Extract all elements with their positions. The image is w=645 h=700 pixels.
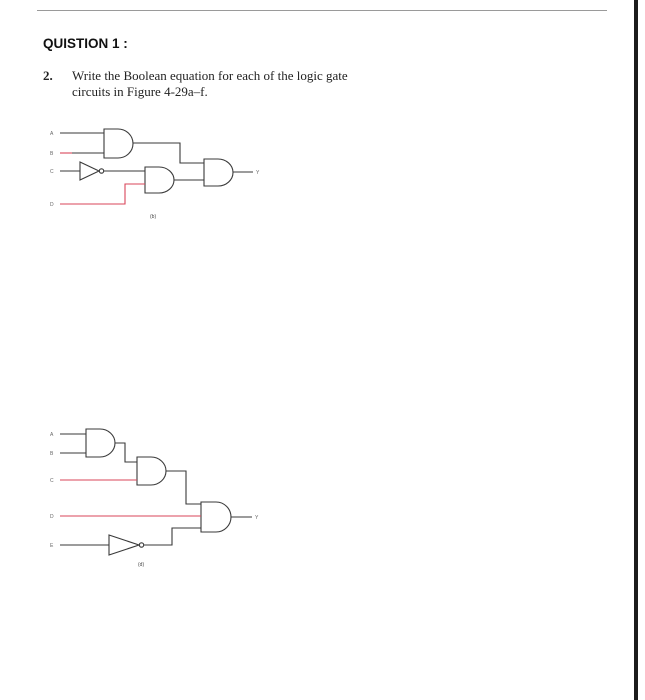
input-label-d: D <box>50 202 54 208</box>
not-gate <box>80 162 99 180</box>
output-label-y: Y <box>256 170 260 176</box>
input-label-c: C <box>50 478 54 484</box>
circuit-diagram-d <box>0 420 300 580</box>
wire-not-out <box>144 528 201 545</box>
wire-d <box>60 184 145 204</box>
input-label-b: B <box>50 151 54 157</box>
and-gate-2 <box>137 457 166 485</box>
input-label-a: A <box>50 131 54 137</box>
top-divider <box>37 10 607 11</box>
input-label-a: A <box>50 432 54 438</box>
input-label-c: C <box>50 169 54 175</box>
wire-gate1-out <box>133 143 204 163</box>
wire-gate2-out <box>166 471 201 504</box>
and-gate-final <box>204 159 233 186</box>
question-number: 2. <box>43 68 53 83</box>
wire-gate1-out <box>115 443 137 462</box>
circuit-diagram-b <box>0 120 300 230</box>
input-label-e: E <box>50 543 54 549</box>
and-gate-2 <box>145 167 174 193</box>
not-gate <box>109 535 139 555</box>
figure-caption-b: (b) <box>150 214 157 220</box>
output-label-y: Y <box>255 515 259 521</box>
question-heading: QUISTION 1 : <box>43 36 128 51</box>
question-line-2: circuits in Figure 4-29a–f. <box>72 84 208 99</box>
and-gate-1 <box>104 129 133 158</box>
question-line-1: Write the Boolean equation for each of the logic gate <box>72 68 348 83</box>
question-text <box>72 68 452 100</box>
input-label-b: B <box>50 451 54 457</box>
figure-caption-d: (d) <box>138 562 145 568</box>
and-gate-final <box>201 502 231 532</box>
page-edge-border <box>634 0 638 700</box>
input-label-d: D <box>50 514 54 520</box>
and-gate-1 <box>86 429 115 457</box>
